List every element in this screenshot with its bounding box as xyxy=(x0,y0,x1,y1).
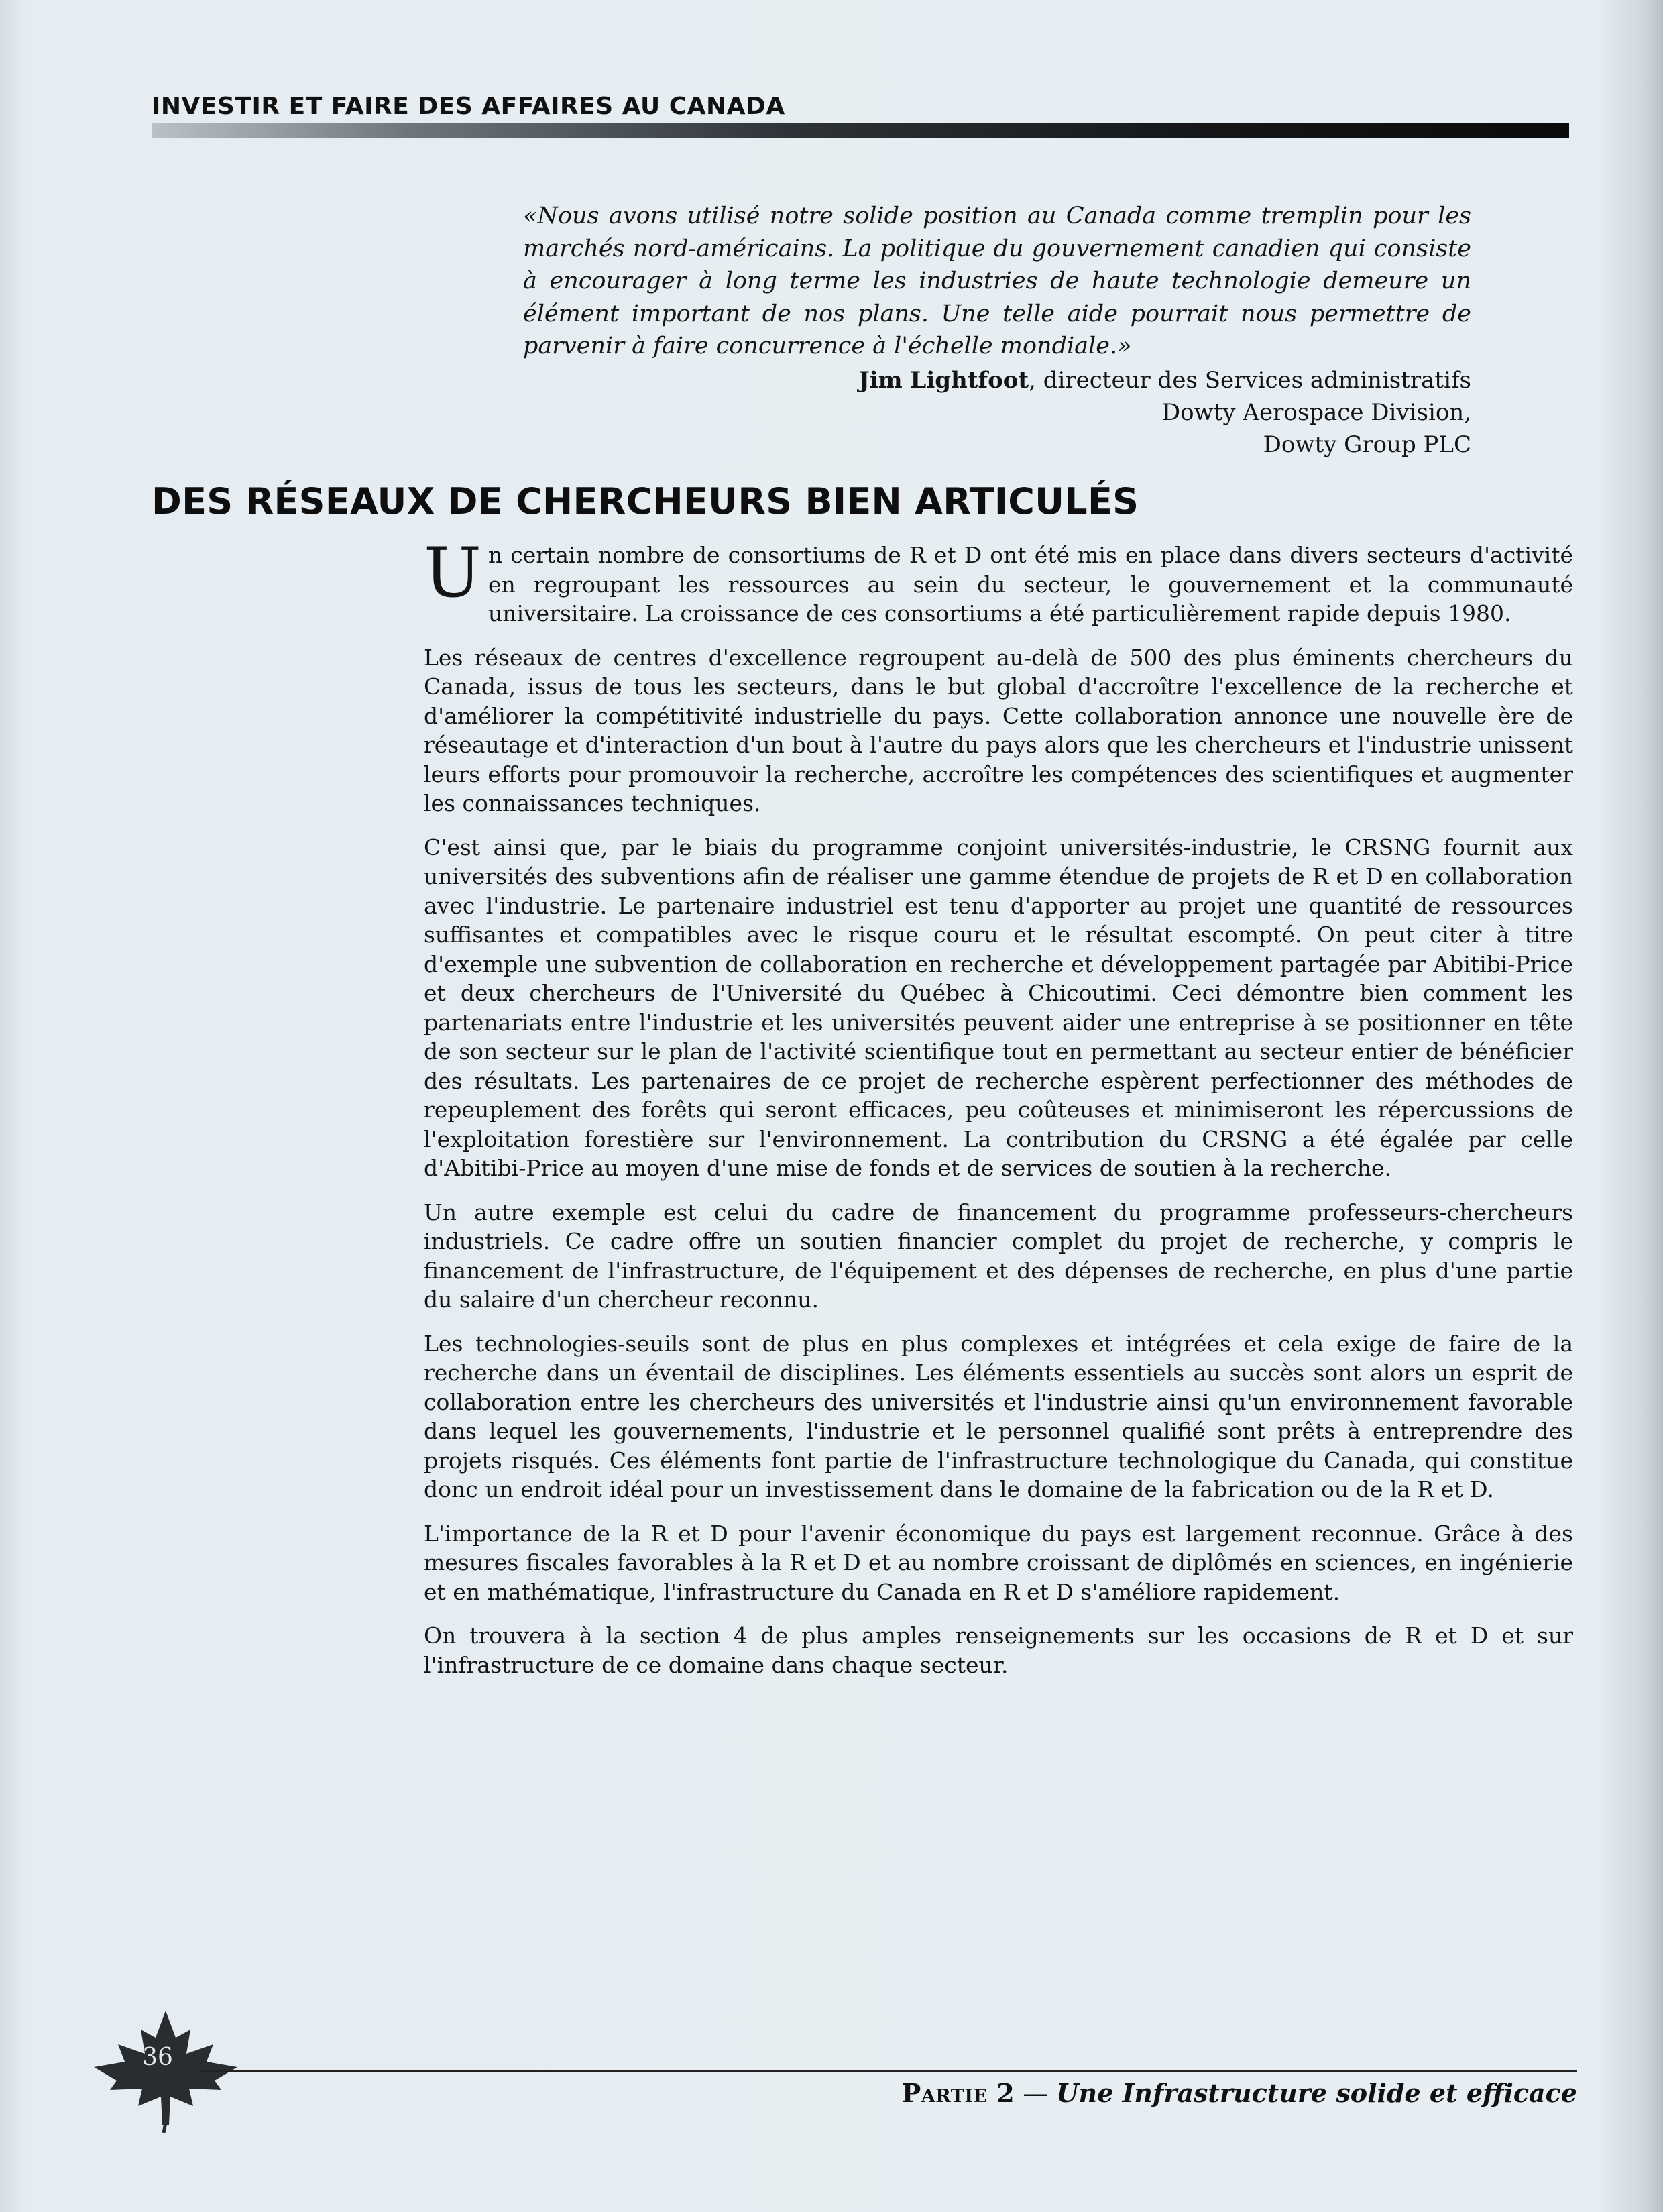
paragraph-5: Les technologies-seuils sont de plus en plus complexes et intégrées et cela exige de faire de la recherche dans un éventail de disciplines. Les éléments essentiels au succès sont alors un esprit de collaboration entre les chercheurs des universités et l'industrie ainsi qu'un environnement favorable dans lequel les gouvernements, l'industrie et le personnel qualifié sont prêts à entreprendre des projets risqués. Ces éléments font partie de l'infrastructure technologique du Canada, qui constitue donc un endroit idéal pour un investissement dans le domaine de la fabrication ou de la R et D. xyxy=(424,1330,1573,1502)
header-bar xyxy=(152,123,1569,138)
footer-rule xyxy=(201,2070,1577,2072)
section-title: DES RÉSEAUX DE CHERCHEURS BIEN ARTICULÉS xyxy=(152,480,1139,522)
running-header: INVESTIR ET FAIRE DES AFFAIRES AU CANADA xyxy=(152,93,785,120)
pull-quote xyxy=(523,200,1471,461)
drop-cap: U xyxy=(424,533,481,613)
part-title: Une Infrastructure solide et efficace xyxy=(1056,2078,1577,2108)
quote-attribution xyxy=(523,364,1471,461)
quote-text: «Nous avons utilisé notre solide position au Canada comme tremplin pour les marchés nord-américains. La politique du gouvernement canadien qui consiste à encourager à long terme les industries de haute technologie demeure un élément important de nos plans. Une telle aide pourrait nous permettre de parvenir à faire concurrence à l'échelle mondiale.» xyxy=(523,203,1471,360)
quote-author-name: Jim Lightfoot xyxy=(858,366,1029,394)
paragraph-1 xyxy=(424,533,1573,628)
paragraph-6: L'importance de la R et D pour l'avenir économique du pays est largement reconnue. Grâce à des mesures fiscales favorables à la R et D et au nombre croissant de diplômés en sciences, en ingénierie et en mathématique, l'infrastructure du Canada en R et D s'améliore rapidement. xyxy=(424,1520,1573,1605)
part-separator: — xyxy=(1015,2079,1057,2108)
paragraph-2: Les réseaux de centres d'excellence regroupent au-delà de 500 des plus éminents chercheurs du Canada, issus de tous les secteurs, dans le but global d'accroître l'excellence de la recherche et d'améliorer la compétitivité industrielle du pays. Cette collaboration annonce une nouvelle ère de réseautage et d'interaction d'un bout à l'autre du pays alors que les chercheurs et l'industrie unissent leurs efforts pour promouvoir la recherche, accroître les compétences des scientifiques et augmenter les connaissances techniques. xyxy=(424,644,1573,816)
attribution-org-1: Dowty Aerospace Division, xyxy=(1161,398,1471,426)
footer-part-title xyxy=(902,2078,1577,2108)
part-label: Partie 2 xyxy=(901,2078,1015,2108)
attribution-line-1 xyxy=(523,364,1471,396)
paragraph-1-text: n certain nombre de consortiums de R et D ont été mis en place dans divers secteurs d'activité en regroupant les ressources au sein du secteur, le gouvernement et la communauté universitaire. La croissance de ces consortiums a été particulièrement rapide depuis 1980. xyxy=(488,542,1573,626)
attribution-org-2: Dowty Group PLC xyxy=(1263,431,1471,458)
paragraph-7: On trouvera à la section 4 de plus amples renseignements sur les occasions de R et D et sur l'infrastructure de ce domaine dans chaque secteur. xyxy=(424,1622,1573,1678)
page-number: 36 xyxy=(142,2044,173,2071)
paragraph-4: Un autre exemple est celui du cadre de financement du programme professeurs-chercheurs industriels. Ce cadre offre un soutien financier complet du projet de recherche, y compris le financement de l'infrastructure, de l'équipement et des dépenses de recherche, en plus d'une partie du salaire d'un chercheur reconnu. xyxy=(424,1199,1573,1313)
body-text xyxy=(424,533,1573,1694)
quote-author-title: , directeur des Services administratifs xyxy=(1029,366,1471,394)
paragraph-3: C'est ainsi que, par le biais du programme conjoint universités-industrie, le CRSNG fournit aux universités des subventions afin de réaliser une gamme étendue de projets de R et D en collaboration avec l'industrie. Le partenaire industriel est tenu d'apporter au projet une quantité de ressources suffisantes et compatibles avec le risque couru et le résultat escompté. On peut citer à titre d'exemple une subvention de collaboration en recherche et développement partagée par Abitibi-Price et deux chercheurs de l'Université du Québec à Chicoutimi. Ceci démontre bien comment les partenariats entre l'industrie et les universités peuvent aider une entreprise à se positionner en tête de son secteur sur le plan de l'activité scientifique tout en permettant au secteur entier de bénéficier des résultats. Les partenaires de ce projet de recherche espèrent perfectionner des méthodes de repeuplement des forêts qui seront efficaces, peu coûteuses et minimiseront les répercussions de l'exploitation forestière sur l'environnement. La contribution du CRSNG a été égalée par celle d'Abitibi-Price au moyen d'une mise de fonds et de services de soutien à la recherche. xyxy=(424,834,1573,1181)
